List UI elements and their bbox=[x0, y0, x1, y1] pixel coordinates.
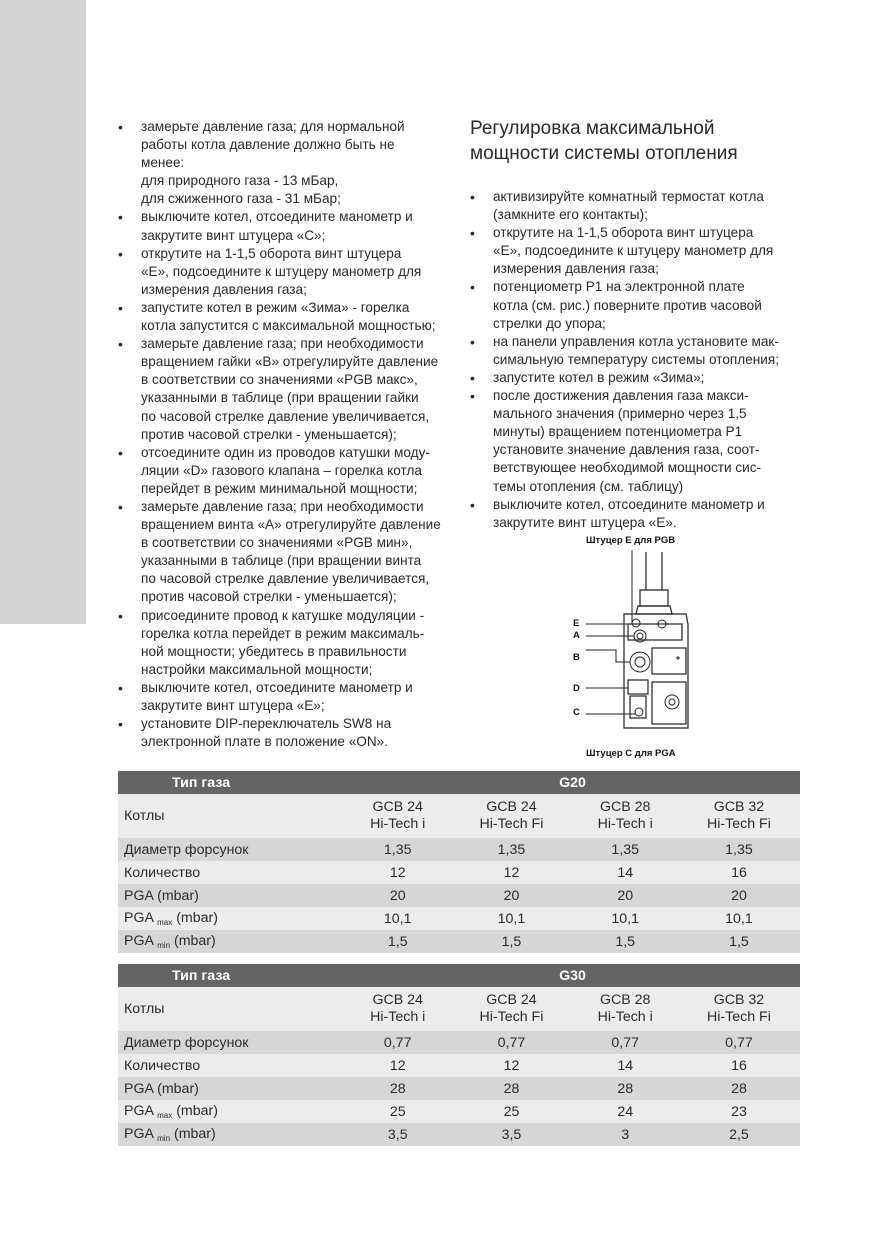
model-line: GCB 24 bbox=[372, 992, 423, 1008]
model-line: GCB 24 bbox=[372, 799, 423, 815]
models-label: Котлы bbox=[118, 794, 345, 838]
table-cell: 12 bbox=[345, 861, 450, 884]
list-item bbox=[118, 245, 456, 299]
list-item-line: закрутите винт штуцера «Е»; bbox=[141, 698, 325, 713]
model-line: Hi-Tech i bbox=[597, 816, 653, 832]
list-item bbox=[470, 188, 805, 224]
list-item-line: • отсоедините один из проводов катушки моду- bbox=[141, 444, 430, 460]
list-item-line: • открутите на 1-1,5 оборота винт штуцера bbox=[493, 225, 754, 241]
table-cell: 3,5 bbox=[450, 1123, 572, 1146]
list-item-line: в соответствии со значениями «PGB макс», bbox=[141, 372, 418, 388]
row-label-text: Диаметр форсунок bbox=[124, 841, 249, 858]
table-cell: 1,5 bbox=[345, 930, 450, 953]
model-line: GCB 24 bbox=[486, 799, 537, 815]
gas-name: G20 bbox=[345, 771, 800, 794]
list-item-line: • присоедините провод к катушке модуляции - bbox=[141, 607, 425, 623]
table-cell: 24 bbox=[572, 1100, 677, 1123]
table-row bbox=[118, 861, 800, 884]
models-row bbox=[118, 794, 800, 838]
left-bullet-list bbox=[118, 118, 456, 751]
table-cell: 1,5 bbox=[572, 930, 677, 953]
model-line: Hi-Tech Fi bbox=[707, 1009, 771, 1025]
table-row bbox=[118, 930, 800, 953]
model-cell bbox=[345, 987, 450, 1031]
list-item-line: ной мощности; убедитесь в правильности bbox=[141, 643, 407, 659]
table-cell: 1,35 bbox=[450, 838, 572, 861]
list-item-line: вращением винта «А» отрегулируйте давление bbox=[141, 517, 441, 533]
gas-table-g20 bbox=[118, 771, 800, 953]
table-cell: 28 bbox=[678, 1077, 800, 1100]
table-cell: 0,77 bbox=[678, 1031, 800, 1054]
list-item bbox=[118, 299, 456, 335]
table-cell: 1,35 bbox=[572, 838, 677, 861]
list-item bbox=[470, 224, 805, 278]
row-label-text: PGA (mbar) bbox=[124, 1080, 199, 1097]
list-item-line: вращением гайки «В» отрегулируйте давление bbox=[141, 354, 439, 370]
list-item bbox=[470, 496, 805, 532]
list-item-line: • запустите котел в режим «Зима» - горелка bbox=[141, 299, 410, 315]
table-cell: 0,77 bbox=[572, 1031, 677, 1054]
list-item-line: мального значения (примерно через 1,5 bbox=[493, 406, 747, 422]
right-bullet-list bbox=[470, 188, 805, 532]
right-instructions bbox=[470, 188, 805, 532]
list-item-line: ляции «D» газового клапана – горелка котла bbox=[141, 462, 422, 478]
row-label-text: PGA bbox=[124, 1126, 154, 1142]
table-row bbox=[118, 907, 800, 930]
model-line: Hi-Tech i bbox=[597, 1009, 653, 1025]
row-label bbox=[118, 861, 345, 884]
list-item-line: «Е», подсоедините к штуцеру манометр для bbox=[141, 263, 422, 279]
table-cell: 1,35 bbox=[345, 838, 450, 861]
row-label bbox=[118, 907, 345, 930]
model-cell bbox=[572, 794, 677, 838]
list-item-line: против часовой стрелки - уменьшается); bbox=[141, 426, 397, 442]
row-label bbox=[118, 1123, 345, 1146]
row-label bbox=[118, 1077, 345, 1100]
list-item-line: «Е», подсоедините к штуцеру манометр для bbox=[493, 243, 774, 259]
table-cell: 10,1 bbox=[572, 907, 677, 930]
row-label-subscript: min bbox=[157, 1134, 171, 1143]
model-line: Hi-Tech Fi bbox=[707, 816, 771, 832]
list-item-line: настройки максимальной мощности; bbox=[141, 661, 373, 677]
valve-fittings bbox=[630, 619, 680, 716]
table-cell: 12 bbox=[450, 861, 572, 884]
list-item-line: стрелки до упора; bbox=[493, 315, 606, 331]
row-label-text: PGA (mbar) bbox=[124, 887, 199, 904]
list-item-line: по часовой стрелке давление увеличивается, bbox=[141, 571, 430, 587]
model-line: Hi-Tech Fi bbox=[479, 816, 544, 832]
table-cell: 28 bbox=[345, 1077, 450, 1100]
list-item-line: • потенциометр Р1 на электронной плате bbox=[493, 279, 745, 295]
list-item-line: указанными в таблице (при вращении гайки bbox=[141, 390, 419, 406]
list-item bbox=[470, 333, 805, 369]
model-line: GCB 24 bbox=[486, 992, 537, 1008]
table-cell: 10,1 bbox=[678, 907, 800, 930]
model-line: GCB 32 bbox=[713, 992, 765, 1008]
letter-a: A bbox=[573, 630, 580, 641]
list-item-line: • выключите котел, отсоедините манометр и bbox=[141, 679, 413, 695]
table-cell: 10,1 bbox=[345, 907, 450, 930]
table-cell: 1,5 bbox=[450, 930, 572, 953]
table-cell: 28 bbox=[572, 1077, 677, 1100]
list-item-line: закрутите винт штуцера «Е». bbox=[493, 514, 677, 530]
list-item-line: минуты) вращением потенциометра Р1 bbox=[493, 424, 743, 440]
table-cell: 20 bbox=[572, 884, 677, 907]
row-label-subscript: min bbox=[157, 941, 171, 950]
list-item-line: (замкните его контакты); bbox=[493, 207, 648, 223]
list-item-line: котла (см. рис.) поверните против часовой bbox=[493, 297, 762, 313]
table-row bbox=[118, 838, 800, 861]
table-cell: 3,5 bbox=[345, 1123, 450, 1146]
row-label-text: Диаметр форсунок bbox=[124, 1034, 249, 1051]
table-row bbox=[118, 1077, 800, 1100]
gas-type-label: Тип газа bbox=[118, 964, 345, 987]
table-cell: 28 bbox=[450, 1077, 572, 1100]
gas-name: G30 bbox=[345, 964, 800, 987]
list-item-line: перейдет в режим минимальной мощности; bbox=[141, 480, 418, 496]
letter-c: C bbox=[573, 707, 580, 718]
table-header-row bbox=[118, 964, 800, 987]
model-line: Hi-Tech Fi bbox=[479, 1009, 544, 1025]
list-item bbox=[118, 715, 456, 751]
table-cell: 23 bbox=[678, 1100, 800, 1123]
list-item-line: • после достижения давления газа макси- bbox=[493, 388, 749, 404]
list-item bbox=[470, 278, 805, 332]
list-item-line: в соответствии со значениями «PGB мин», bbox=[141, 535, 413, 551]
letter-e: E bbox=[573, 618, 580, 629]
letter-b: B bbox=[573, 652, 580, 663]
table-header-row bbox=[118, 771, 800, 794]
letter-d: D bbox=[573, 683, 580, 694]
list-item-line: менее: bbox=[141, 155, 185, 171]
row-label bbox=[118, 930, 345, 953]
list-item-line: симальную температуру системы отопления; bbox=[493, 351, 780, 367]
list-item-line: • замерьте давление газа; для нормальной bbox=[141, 119, 405, 134]
row-label bbox=[118, 838, 345, 861]
list-item-line: против часовой стрелки - уменьшается); bbox=[141, 589, 397, 605]
table-cell: 20 bbox=[450, 884, 572, 907]
model-cell bbox=[450, 794, 572, 838]
list-item-line: • выключите котел, отсоедините манометр и bbox=[141, 209, 413, 225]
diagram-letters bbox=[573, 618, 580, 718]
model-cell bbox=[345, 794, 450, 838]
list-item bbox=[118, 607, 456, 679]
table-cell: 25 bbox=[450, 1100, 572, 1123]
list-item-line: • установите DIP-переключатель SW8 на bbox=[141, 716, 392, 732]
table-row bbox=[118, 1031, 800, 1054]
table-cell: 14 bbox=[572, 861, 677, 884]
list-item-line: • замерьте давление газа; при необходимости bbox=[141, 498, 424, 514]
row-label-unit: (mbar) bbox=[172, 910, 218, 926]
table-cell: 0,77 bbox=[450, 1031, 572, 1054]
table-cell: 20 bbox=[345, 884, 450, 907]
gas-pipe bbox=[636, 552, 672, 614]
row-label-unit: (mbar) bbox=[170, 933, 216, 949]
table-cell: 25 bbox=[345, 1100, 450, 1123]
model-line: Hi-Tech i bbox=[370, 816, 426, 832]
table-cell: 2,5 bbox=[678, 1123, 800, 1146]
heading-line: мощности системы отопления bbox=[470, 143, 738, 164]
list-item-line: по часовой стрелке давление увеличивается, bbox=[141, 408, 430, 424]
row-label-text: PGA bbox=[124, 1103, 154, 1119]
model-line: Hi-Tech i bbox=[370, 1009, 426, 1025]
left-instructions bbox=[118, 118, 456, 751]
side-margin-bar bbox=[0, 0, 86, 624]
model-cell bbox=[678, 987, 800, 1031]
table-cell: 16 bbox=[678, 861, 800, 884]
model-cell bbox=[572, 987, 677, 1031]
gas-type-label: Тип газа bbox=[118, 771, 345, 794]
list-item-line: • на панели управления котла установите мак- bbox=[493, 333, 779, 349]
diagram-bottom-label: Штуцер С для PGA bbox=[586, 748, 676, 759]
table-cell: 12 bbox=[450, 1054, 572, 1077]
table-cell: 20 bbox=[678, 884, 800, 907]
list-item bbox=[118, 118, 456, 208]
row-label bbox=[118, 1100, 345, 1123]
model-cell bbox=[450, 987, 572, 1031]
table-cell: 0,77 bbox=[345, 1031, 450, 1054]
models-label: Котлы bbox=[118, 987, 345, 1031]
table-row bbox=[118, 1100, 800, 1123]
row-label-subscript: max bbox=[157, 918, 173, 927]
list-item-line: для природного газа - 13 мБар, bbox=[141, 173, 339, 189]
row-label bbox=[118, 884, 345, 907]
row-label-unit: (mbar) bbox=[172, 1103, 218, 1119]
list-item-line: темы отопления (см. таблицу) bbox=[493, 478, 684, 494]
row-label-unit: (mbar) bbox=[170, 1126, 216, 1142]
table-row bbox=[118, 884, 800, 907]
row-label bbox=[118, 1054, 345, 1077]
valve-body bbox=[624, 614, 688, 728]
list-item-line: установите значение давления газа, соот- bbox=[493, 442, 760, 458]
model-line: GCB 28 bbox=[599, 799, 651, 815]
table-row bbox=[118, 1123, 800, 1146]
list-item bbox=[470, 369, 805, 387]
row-label bbox=[118, 1031, 345, 1054]
model-line: GCB 28 bbox=[599, 992, 651, 1008]
table-cell: 1,5 bbox=[678, 930, 800, 953]
list-item-line: котла запустится с максимальной мощностью; bbox=[141, 318, 436, 334]
list-item-line: измерения давления газа; bbox=[141, 281, 307, 297]
table-row bbox=[118, 1054, 800, 1077]
row-label-text: Количество bbox=[124, 864, 201, 881]
list-item bbox=[118, 679, 456, 715]
row-label-text: PGA bbox=[124, 910, 154, 926]
list-item-line: закрутите винт штуцера «С»; bbox=[141, 227, 326, 243]
list-item bbox=[470, 387, 805, 496]
list-item bbox=[118, 498, 456, 607]
table-cell: 16 bbox=[678, 1054, 800, 1077]
list-item-line: указанными в таблице (при вращении винта bbox=[141, 553, 422, 569]
list-item-line: • активизируйте комнатный термостат котла bbox=[493, 189, 764, 204]
list-item-line: • замерьте давление газа; при необходимости bbox=[141, 336, 424, 352]
section-heading bbox=[470, 116, 800, 166]
table-cell: 10,1 bbox=[450, 907, 572, 930]
list-item-line: горелка котла перейдет в режим максималь- bbox=[141, 625, 425, 641]
diagram-top-label: Штуцер Е для PGB bbox=[586, 535, 676, 546]
list-item-line: ветствующее необходимой мощности сис- bbox=[493, 460, 762, 476]
row-label-text: PGA bbox=[124, 933, 154, 949]
list-item bbox=[118, 444, 456, 498]
list-item-line: для сжиженного газа - 31 мБар; bbox=[141, 191, 341, 207]
table-cell: 12 bbox=[345, 1054, 450, 1077]
list-item bbox=[118, 208, 456, 244]
table-cell: 1,35 bbox=[678, 838, 800, 861]
row-label-text: Количество bbox=[124, 1057, 201, 1074]
table-cell: 3 bbox=[572, 1123, 677, 1146]
list-item-line: работы котла давление должно быть не bbox=[141, 137, 395, 153]
list-item-line: • открутите на 1-1,5 оборота винт штуцера bbox=[141, 245, 402, 261]
gas-valve-diagram bbox=[568, 532, 728, 760]
list-item-line: электронной плате в положение «ON». bbox=[141, 734, 388, 750]
gas-table-g30 bbox=[118, 964, 800, 1146]
models-row bbox=[118, 987, 800, 1031]
heading-line: Регулировка максимальной bbox=[470, 118, 715, 139]
model-cell bbox=[678, 794, 800, 838]
model-line: GCB 32 bbox=[713, 799, 765, 815]
list-item-line: • выключите котел, отсоедините манометр и bbox=[493, 496, 765, 512]
row-label-subscript: max bbox=[157, 1111, 173, 1120]
table-cell: 14 bbox=[572, 1054, 677, 1077]
list-item-line: измерения давления газа; bbox=[493, 261, 659, 277]
list-item-line: • запустите котел в режим «Зима»; bbox=[493, 369, 705, 385]
list-item bbox=[118, 335, 456, 444]
